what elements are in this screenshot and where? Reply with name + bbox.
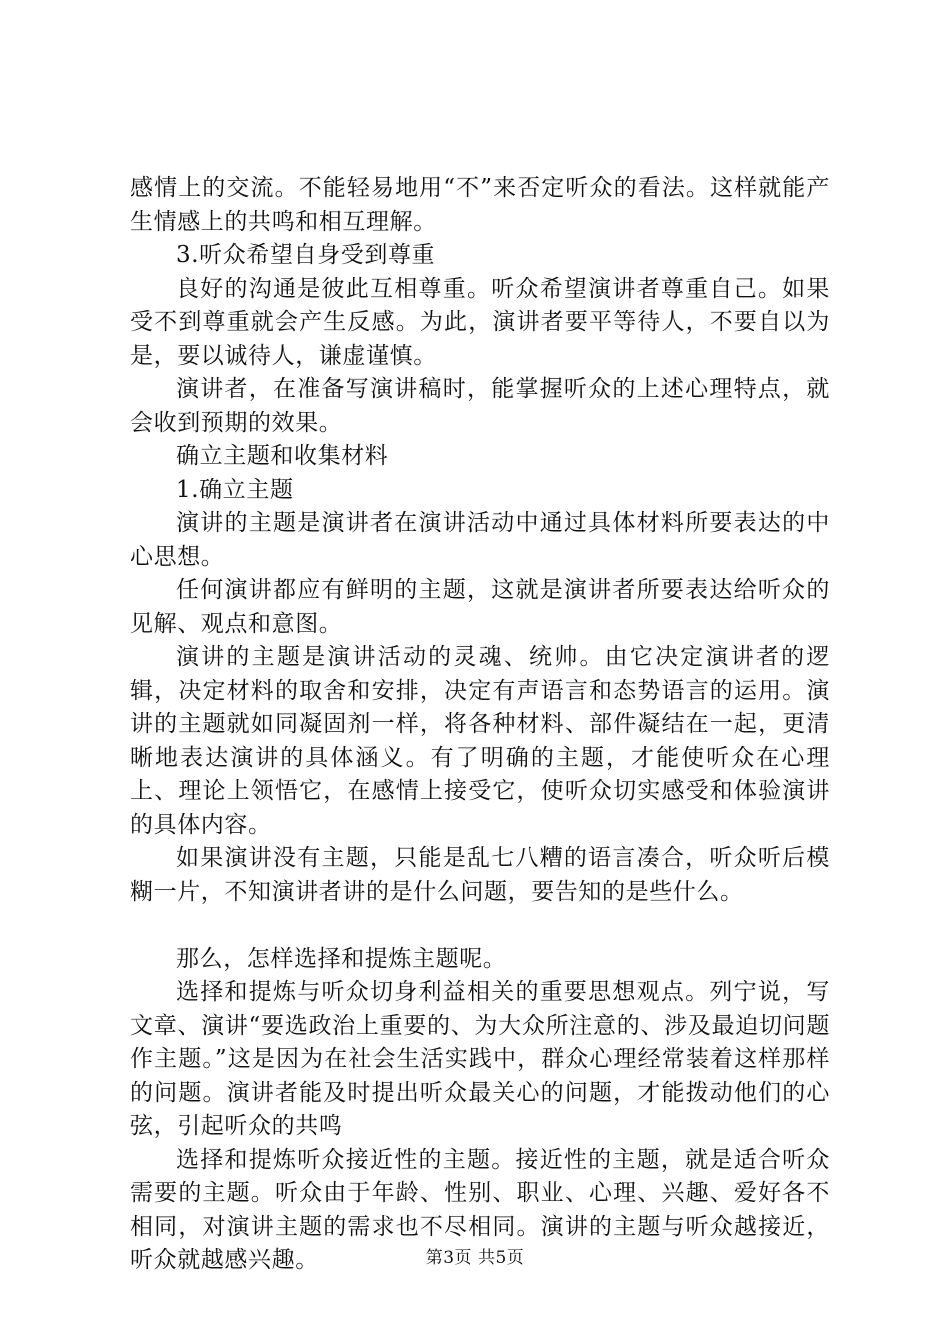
paragraph-no-theme: 如果演讲没有主题，只能是乱七八糟的语言凑合，听众听后模糊一片，不知演讲者讲的是什么问题，要告知的是些什么。 — [130, 845, 830, 905]
paragraph-how-to-choose: 那么，怎样选择和提炼主题呢。 — [176, 945, 507, 972]
paragraph-emotional-exchange: 感情上的交流。不能轻易地用“不”来否定听众的看法。这样就能产生情感上的共鸣和相互理解。 — [130, 175, 830, 235]
page-number-footer: 第3页 共5页 — [425, 1248, 525, 1268]
paragraph-theme-definition: 演讲的主题是演讲者在演讲活动中通过具体材料所要表达的中心思想。 — [130, 510, 830, 570]
section-heading-theme-material: 确立主题和收集材料 — [176, 443, 389, 469]
paragraph-theme-soul: 演讲的主题是演讲活动的灵魂、统帅。由它决定演讲者的逻辑，决定材料的取舍和安排，决定有声语言和态势语言的运用。演讲的主题就如同凝固剂一样，将各种材料、部件凝结在一起，更清晰地表达演讲的具体涵义。有了明确的主题，才能使听众在心理上、理论上领悟它，在感情上接受它，使听众切实感受和体验演讲的具体内容。 — [130, 644, 830, 838]
subheading-establish-theme: 1.确立主题 — [176, 476, 294, 503]
paragraph-audience-psychology: 演讲者，在准备写演讲稿时，能掌握听众的上述心理特点，就会收到预期的效果。 — [130, 376, 830, 436]
subheading-respect: 3.听众希望自身受到尊重 — [176, 242, 436, 268]
paragraph-mutual-respect: 良好的沟通是彼此互相尊重。听众希望演讲者尊重自己。如果受不到尊重就会产生反感。为此，演讲者要平等待人，不要自以为是，要以诚待人，谦虚谨慎。 — [130, 275, 830, 369]
paragraph-clear-theme: 任何演讲都应有鲜明的主题，这就是演讲者所要表达给听众的见解、观点和意图。 — [130, 577, 830, 637]
paragraph-audience-interest: 选择和提炼与听众切身利益相关的重要思想观点。列宁说，写文章、演讲“要选政治上重要的、为大众所注意的、涉及最迫切问题作主题。”这是因为在社会生活实践中，群众心理经常装着这样那样的问题。演讲者能及时提出听众最关心的问题，才能拨动他们的心弦，引起听众的共鸣 — [130, 979, 830, 1139]
paragraph-proximity-theme: 选择和提炼听众接近性的主题。接近性的主题，就是适合听众需要的主题。听众由于年龄、性别、职业、心理、兴趣、爱好各不相同，对演讲主题的需求也不尽相同。演讲的主题与听众越接近，听众就越感兴趣。 — [130, 1146, 830, 1273]
document-body — [130, 172, 830, 1278]
paragraph-spacer — [130, 909, 830, 943]
